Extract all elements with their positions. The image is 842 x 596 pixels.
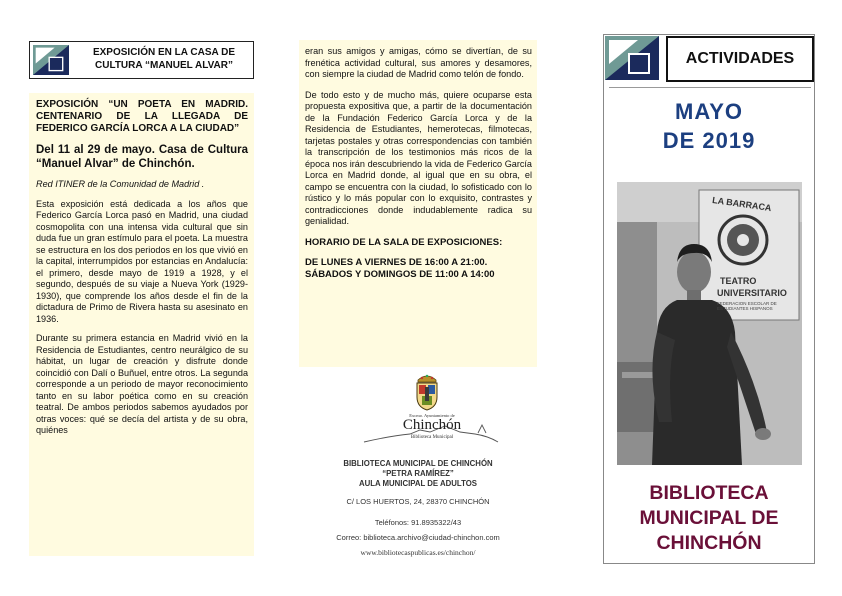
left-panel-body xyxy=(29,93,254,556)
exhibition-dates: Del 11 al 29 de mayo. Casa de Cultura “Manuel Alvar” de Chinchón. xyxy=(36,144,248,170)
library-phone: Teléfonos: 91.8935322/43 xyxy=(374,518,462,527)
activities-label: ACTIVIDADES xyxy=(666,36,814,82)
exhibition-header-text: EXPOSICIÓN EN LA CASA DE CULTURA “MANUEL ALVAR” xyxy=(92,47,236,71)
library-name-line-2: “PETRA RAMÍREZ” xyxy=(382,469,454,478)
library-email: Correo: biblioteca.archivo@ciudad-chinchon.com xyxy=(336,533,500,542)
logo-square-icon xyxy=(605,36,659,80)
cover-title xyxy=(603,481,815,556)
library-address: C/ LOS HUERTOS, 24, 28370 CHINCHÓN xyxy=(346,497,490,506)
logo-town-name: Chinchón xyxy=(402,417,462,433)
activities-header xyxy=(603,34,815,82)
logo-caption-bottom: Biblioteca Municipal xyxy=(410,435,454,440)
logo-caption-top: Excmo. Ayuntamiento de xyxy=(409,413,455,418)
middle-panel-body xyxy=(299,40,537,367)
month-label: MAYO xyxy=(675,99,743,124)
cover-title-line-3: CHINCHÓN xyxy=(656,532,762,554)
hours-weekend: SÁBADOS Y DOMINGOS DE 11:00 A 14:00 xyxy=(305,269,495,280)
library-name-line-1: BIBLIOTECA MUNICIPAL DE CHINCHÓN xyxy=(343,459,493,468)
hours-weekdays: DE LUNES A VIERNES DE 16:00 A 21:00. xyxy=(305,257,488,268)
year-label: DE 2019 xyxy=(662,128,756,153)
library-contact-block xyxy=(299,459,537,557)
cover-title-line-2: MUNICIPAL DE xyxy=(639,507,779,529)
middle-paragraph-2: De todo esto y de mucho más, quiere ocuparse esta propuesta expositiva que, a partir de la documentación de la Fundación Federico García Lorca y de la Residencia de Estudiantes, hemerotecas, filmotecas, tarjetas postales y otras correspondencias con también la transcripción de los testimonios más ricos de la época nos irán descubriendo la vida de Federico García Lorca en Madrid donde, al igual que en su obra, el campo se encuentra con la ciudad, lo sofisticado con lo rústico y lo más popular con lo exquisito, contrastes y contradicciones donde indudablemente radica su genialidad. xyxy=(305,89,532,226)
exhibition-title: EXPOSICIÓN “UN POETA EN MADRID. CENTENARIO DE LA LLEGADA DE FEDERICO GARCÍA LORCA A LA CIUDAD” xyxy=(36,99,248,134)
month-year-block xyxy=(603,97,815,155)
library-name-line-3: AULA MUNICIPAL DE ADULTOS xyxy=(359,479,477,488)
banner-text-federacion: FEDERACION ESCOLAR DE ESTUDIANTES HISPANOS xyxy=(717,301,777,311)
exhibition-paragraph-2: Durante su primera estancia en Madrid vivió en la Residencia de Estudiantes, centro neurálgico de su hábitat, un lugar de creación y disfrute donde coincidió con Dalí o Buñuel, entre otros. La segunda corresponde a un periodo de mayor reconocimiento tanto en su labor poética como en su creación teatral. De ambos periodos sabemos ayudados por otras voces: qué se decía del artista y de su obra, quiénes xyxy=(36,333,248,435)
logo-square-icon xyxy=(33,45,69,75)
cover-title-line-1: BIBLIOTECA xyxy=(649,482,769,504)
banner-text-teatro: TEATRO xyxy=(720,276,757,286)
lorca-photo xyxy=(617,182,802,465)
hours-title: HORARIO DE LA SALA DE EXPOSICIONES: xyxy=(305,236,503,248)
exhibition-paragraph-1: Esta exposición está dedicada a los años que Federico García Lorca pasó en Madrid, una ciudad cosmopolita con una intensa vida cultural que sin duda fue un gran estímulo para el poeta. La muestra se estructura en los dos periodos en los que vivió en la capital, interrumpidos por estancias en Andalucía: el primero, desde mayo de 1919 a 1928, y el segundo, después de su viaje a Nueva York (1929-1930), que comprende los años desde el fin de la dictadura de Primo de Rivera hasta su asesinato en 1936. xyxy=(36,198,248,324)
middle-paragraph-1: eran sus amigos y amigas, cómo se divertían, de su frenética actividad cultural, sus amores y desamores, con siempre la ciudad de Madrid como telón de fondo. xyxy=(305,46,532,79)
header-divider xyxy=(609,87,811,88)
coat-of-arms-icon xyxy=(412,371,442,411)
exhibition-network: Red ITINER de la Comunidad de Madrid . xyxy=(36,179,205,189)
library-website: www.bibliotecaspublicas.es/chinchon/ xyxy=(360,548,476,557)
banner-text-barraca: LA BARRACA xyxy=(711,194,773,214)
exhibition-header xyxy=(29,41,254,79)
banner-text-universitario: UNIVERSITARIO xyxy=(717,288,787,298)
